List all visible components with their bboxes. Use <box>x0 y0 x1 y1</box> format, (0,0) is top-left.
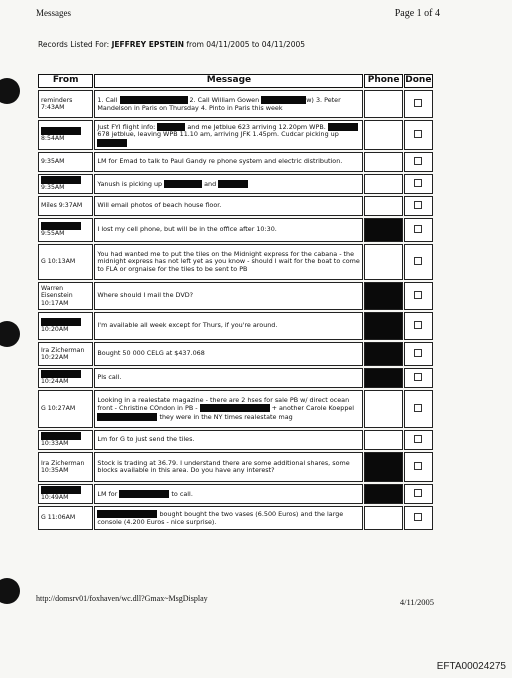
column-header-done: Done <box>404 74 433 88</box>
from-text: reminders 7:43AM <box>41 96 73 111</box>
from-text: 10:20AM <box>41 326 69 334</box>
message-cell <box>94 452 363 482</box>
redaction-box <box>41 486 81 494</box>
from-cell <box>38 312 93 340</box>
column-header-phone: Phone <box>364 74 402 88</box>
message-cell <box>94 390 363 428</box>
table-row <box>38 312 433 340</box>
table-row <box>38 430 433 450</box>
done-checkbox[interactable] <box>414 435 422 443</box>
message-text: 1. Call <box>97 96 120 105</box>
message-cell <box>94 312 363 340</box>
from-text: Ira Zicherman 10:22AM <box>41 346 85 361</box>
message-text: 2. Call William Gowen <box>187 96 262 105</box>
redaction-box <box>119 490 169 498</box>
message-text: Pls call. <box>97 373 122 382</box>
from-text: G 10:13AM <box>41 258 76 266</box>
done-cell <box>404 390 433 428</box>
table-row <box>38 152 433 172</box>
from-cell <box>38 484 93 504</box>
redaction-box <box>97 413 157 421</box>
message-cell <box>94 484 363 504</box>
redaction-box <box>97 139 127 147</box>
table-row <box>38 368 433 388</box>
from-cell <box>38 120 93 150</box>
done-checkbox[interactable] <box>414 321 422 329</box>
from-cell <box>38 218 93 242</box>
phone-cell <box>364 244 402 280</box>
from-text: Ira Zicherman 10:35AM <box>41 459 85 474</box>
table-row <box>38 342 433 366</box>
redaction-box <box>41 318 81 326</box>
done-checkbox[interactable] <box>414 201 422 209</box>
done-cell <box>404 152 433 172</box>
message-text: + another Carole Koeppel <box>269 404 355 413</box>
message-cell <box>94 244 363 280</box>
from-text: 10:24AM <box>41 378 69 386</box>
message-text: w) 3. Peter Mandelson in Paris on Thursday 4. Pinto in Paris this week <box>97 96 341 112</box>
redaction-box <box>41 222 81 230</box>
table-row <box>38 120 433 150</box>
message-cell <box>94 506 363 530</box>
done-cell <box>404 196 433 216</box>
column-header-message: Message <box>94 74 363 88</box>
message-cell <box>94 152 363 172</box>
done-cell <box>404 368 433 388</box>
from-cell <box>38 342 93 366</box>
phone-cell-redacted <box>364 312 402 340</box>
column-header-from: From <box>38 74 93 88</box>
phone-cell <box>364 430 402 450</box>
message-cell <box>94 218 363 242</box>
redaction-box <box>41 176 81 184</box>
message-cell <box>94 282 363 310</box>
from-cell <box>38 90 93 118</box>
message-cell <box>94 196 363 216</box>
done-checkbox[interactable] <box>414 489 422 497</box>
table-row <box>38 174 433 194</box>
message-text: Stock is trading at 36.79. I understand there are some additional shares, some blocks available in this area. Do you have any interest? <box>97 458 350 474</box>
from-cell <box>38 390 93 428</box>
redaction-box <box>164 180 202 188</box>
document-title: Messages <box>36 8 71 18</box>
done-checkbox[interactable] <box>414 291 422 299</box>
done-checkbox[interactable] <box>414 157 422 165</box>
phone-cell-redacted <box>364 218 402 242</box>
from-text: 8:54AM <box>41 135 65 143</box>
done-checkbox[interactable] <box>414 179 422 187</box>
records-line <box>38 40 305 49</box>
table-row <box>38 244 433 280</box>
message-text: I'm available all week except for Thurs, if you're around. <box>97 321 278 330</box>
from-cell <box>38 152 93 172</box>
redaction-box <box>41 127 81 135</box>
message-text: and me Jetblue 623 arriving 12.20pm WPB. <box>185 122 328 131</box>
table-row <box>38 282 433 310</box>
phone-cell-redacted <box>364 484 402 504</box>
from-text: Warren Eisenstein 10:17AM <box>41 284 73 307</box>
message-text: Lm for G to just send the tiles. <box>97 435 195 444</box>
footer-date: 4/11/2005 <box>399 597 434 607</box>
message-text: LM for Emad to talk to Paul Gandy re phone system and electric distribution. <box>97 157 343 166</box>
from-cell <box>38 174 93 194</box>
done-checkbox[interactable] <box>414 462 422 470</box>
phone-cell <box>364 174 402 194</box>
done-checkbox[interactable] <box>414 99 422 107</box>
from-cell <box>38 368 93 388</box>
from-cell <box>38 196 93 216</box>
page-number: Page 1 of 4 <box>394 8 440 19</box>
done-cell <box>404 312 433 340</box>
done-checkbox[interactable] <box>414 130 422 138</box>
message-cell <box>94 368 363 388</box>
bates-number: EFTA00024275 <box>436 661 506 672</box>
message-text: to call. <box>169 489 193 498</box>
table-row <box>38 506 433 530</box>
from-text: G 11:06AM <box>41 514 76 522</box>
done-checkbox[interactable] <box>414 513 422 521</box>
table-row <box>38 218 433 242</box>
redaction-box <box>200 404 270 412</box>
done-checkbox[interactable] <box>414 349 422 357</box>
message-text: I lost my cell phone, but will be in the office after 10:30. <box>97 225 277 234</box>
redaction-box <box>41 432 81 440</box>
message-cell <box>94 174 363 194</box>
done-cell <box>404 244 433 280</box>
punch-hole <box>0 321 20 347</box>
message-text: Will email photos of beach house floor. <box>97 201 222 210</box>
table-header-row <box>38 74 433 88</box>
table-row <box>38 390 433 428</box>
records-range: from 04/11/2005 to 04/11/2005 <box>186 40 306 49</box>
phone-cell-redacted <box>364 452 402 482</box>
table-row <box>38 452 433 482</box>
done-cell <box>404 218 433 242</box>
message-text: bought bought the two vases (6.500 Euros) and the large console (4.200 Euros - nice surprise). <box>97 510 344 526</box>
from-text: 9:35AM <box>41 158 65 166</box>
phone-cell-redacted <box>364 342 402 366</box>
from-text: 10:49AM <box>41 494 69 502</box>
done-cell <box>404 342 433 366</box>
done-cell <box>404 452 433 482</box>
phone-cell <box>364 390 402 428</box>
phone-cell-redacted <box>364 282 402 310</box>
from-cell <box>38 452 93 482</box>
done-checkbox[interactable] <box>414 373 422 381</box>
message-text: Bought 50 000 CELG at $437.068 <box>97 349 205 358</box>
message-text: Yanush is picking up <box>97 179 165 188</box>
phone-cell <box>364 196 402 216</box>
footer-url: http://domsrv01/foxhaven/wc.dll?Gmax~MsgDisplay <box>36 594 208 603</box>
message-text: Where should I mail the DVD? <box>97 291 194 300</box>
table-row <box>38 196 433 216</box>
done-cell <box>404 282 433 310</box>
from-text: 9:55AM <box>41 230 65 238</box>
done-cell <box>404 484 433 504</box>
done-cell <box>404 430 433 450</box>
punch-hole <box>0 578 20 604</box>
from-cell <box>38 506 93 530</box>
message-cell <box>94 430 363 450</box>
message-cell <box>94 120 363 150</box>
from-text: 9:35AM <box>41 184 65 192</box>
message-cell <box>94 342 363 366</box>
done-cell <box>404 174 433 194</box>
done-checkbox[interactable] <box>414 257 422 265</box>
message-text: Looking in a realestate magazine - there are 2 hses for sale PB w/ direct ocean front - Christine COndon in PB - <box>97 395 350 413</box>
from-text: Miles 9:37AM <box>41 202 83 210</box>
redaction-box <box>218 180 248 188</box>
message-text: LM for <box>97 489 120 498</box>
done-cell <box>404 90 433 118</box>
message-text: and <box>202 179 219 188</box>
punch-hole <box>0 78 20 104</box>
message-text: Just FYI flight info: <box>97 122 158 131</box>
message-cell <box>94 90 363 118</box>
redaction-box <box>41 370 81 378</box>
from-text: 10:33AM <box>41 440 69 448</box>
done-checkbox[interactable] <box>414 225 422 233</box>
phone-cell <box>364 90 402 118</box>
records-prefix: Records Listed For: <box>38 40 110 49</box>
message-text: they were in the NY times realestate mag <box>157 412 293 421</box>
from-text: G 10:27AM <box>41 405 76 413</box>
table-row <box>38 484 433 504</box>
phone-cell <box>364 506 402 530</box>
phone-cell <box>364 120 402 150</box>
done-cell <box>404 120 433 150</box>
records-name: JEFFREY EPSTEIN <box>111 40 185 49</box>
from-cell <box>38 244 93 280</box>
table-row <box>38 90 433 118</box>
message-text: 678 jetblue, leaving WPB 11.10 am, arriving JFK 1.45pm. Cudcar picking up <box>97 130 339 139</box>
phone-cell-redacted <box>364 368 402 388</box>
phone-cell <box>364 152 402 172</box>
done-checkbox[interactable] <box>414 404 422 412</box>
from-cell <box>38 430 93 450</box>
from-cell <box>38 282 93 310</box>
done-cell <box>404 506 433 530</box>
message-text: You had wanted me to put the tiles on the Midnight express for the cabana - the midnight express has not left yet as you know - should I wait for the boat to come to FLA or orgnaise for the tiles to be sent to PB <box>97 249 360 273</box>
messages-table <box>37 72 434 532</box>
